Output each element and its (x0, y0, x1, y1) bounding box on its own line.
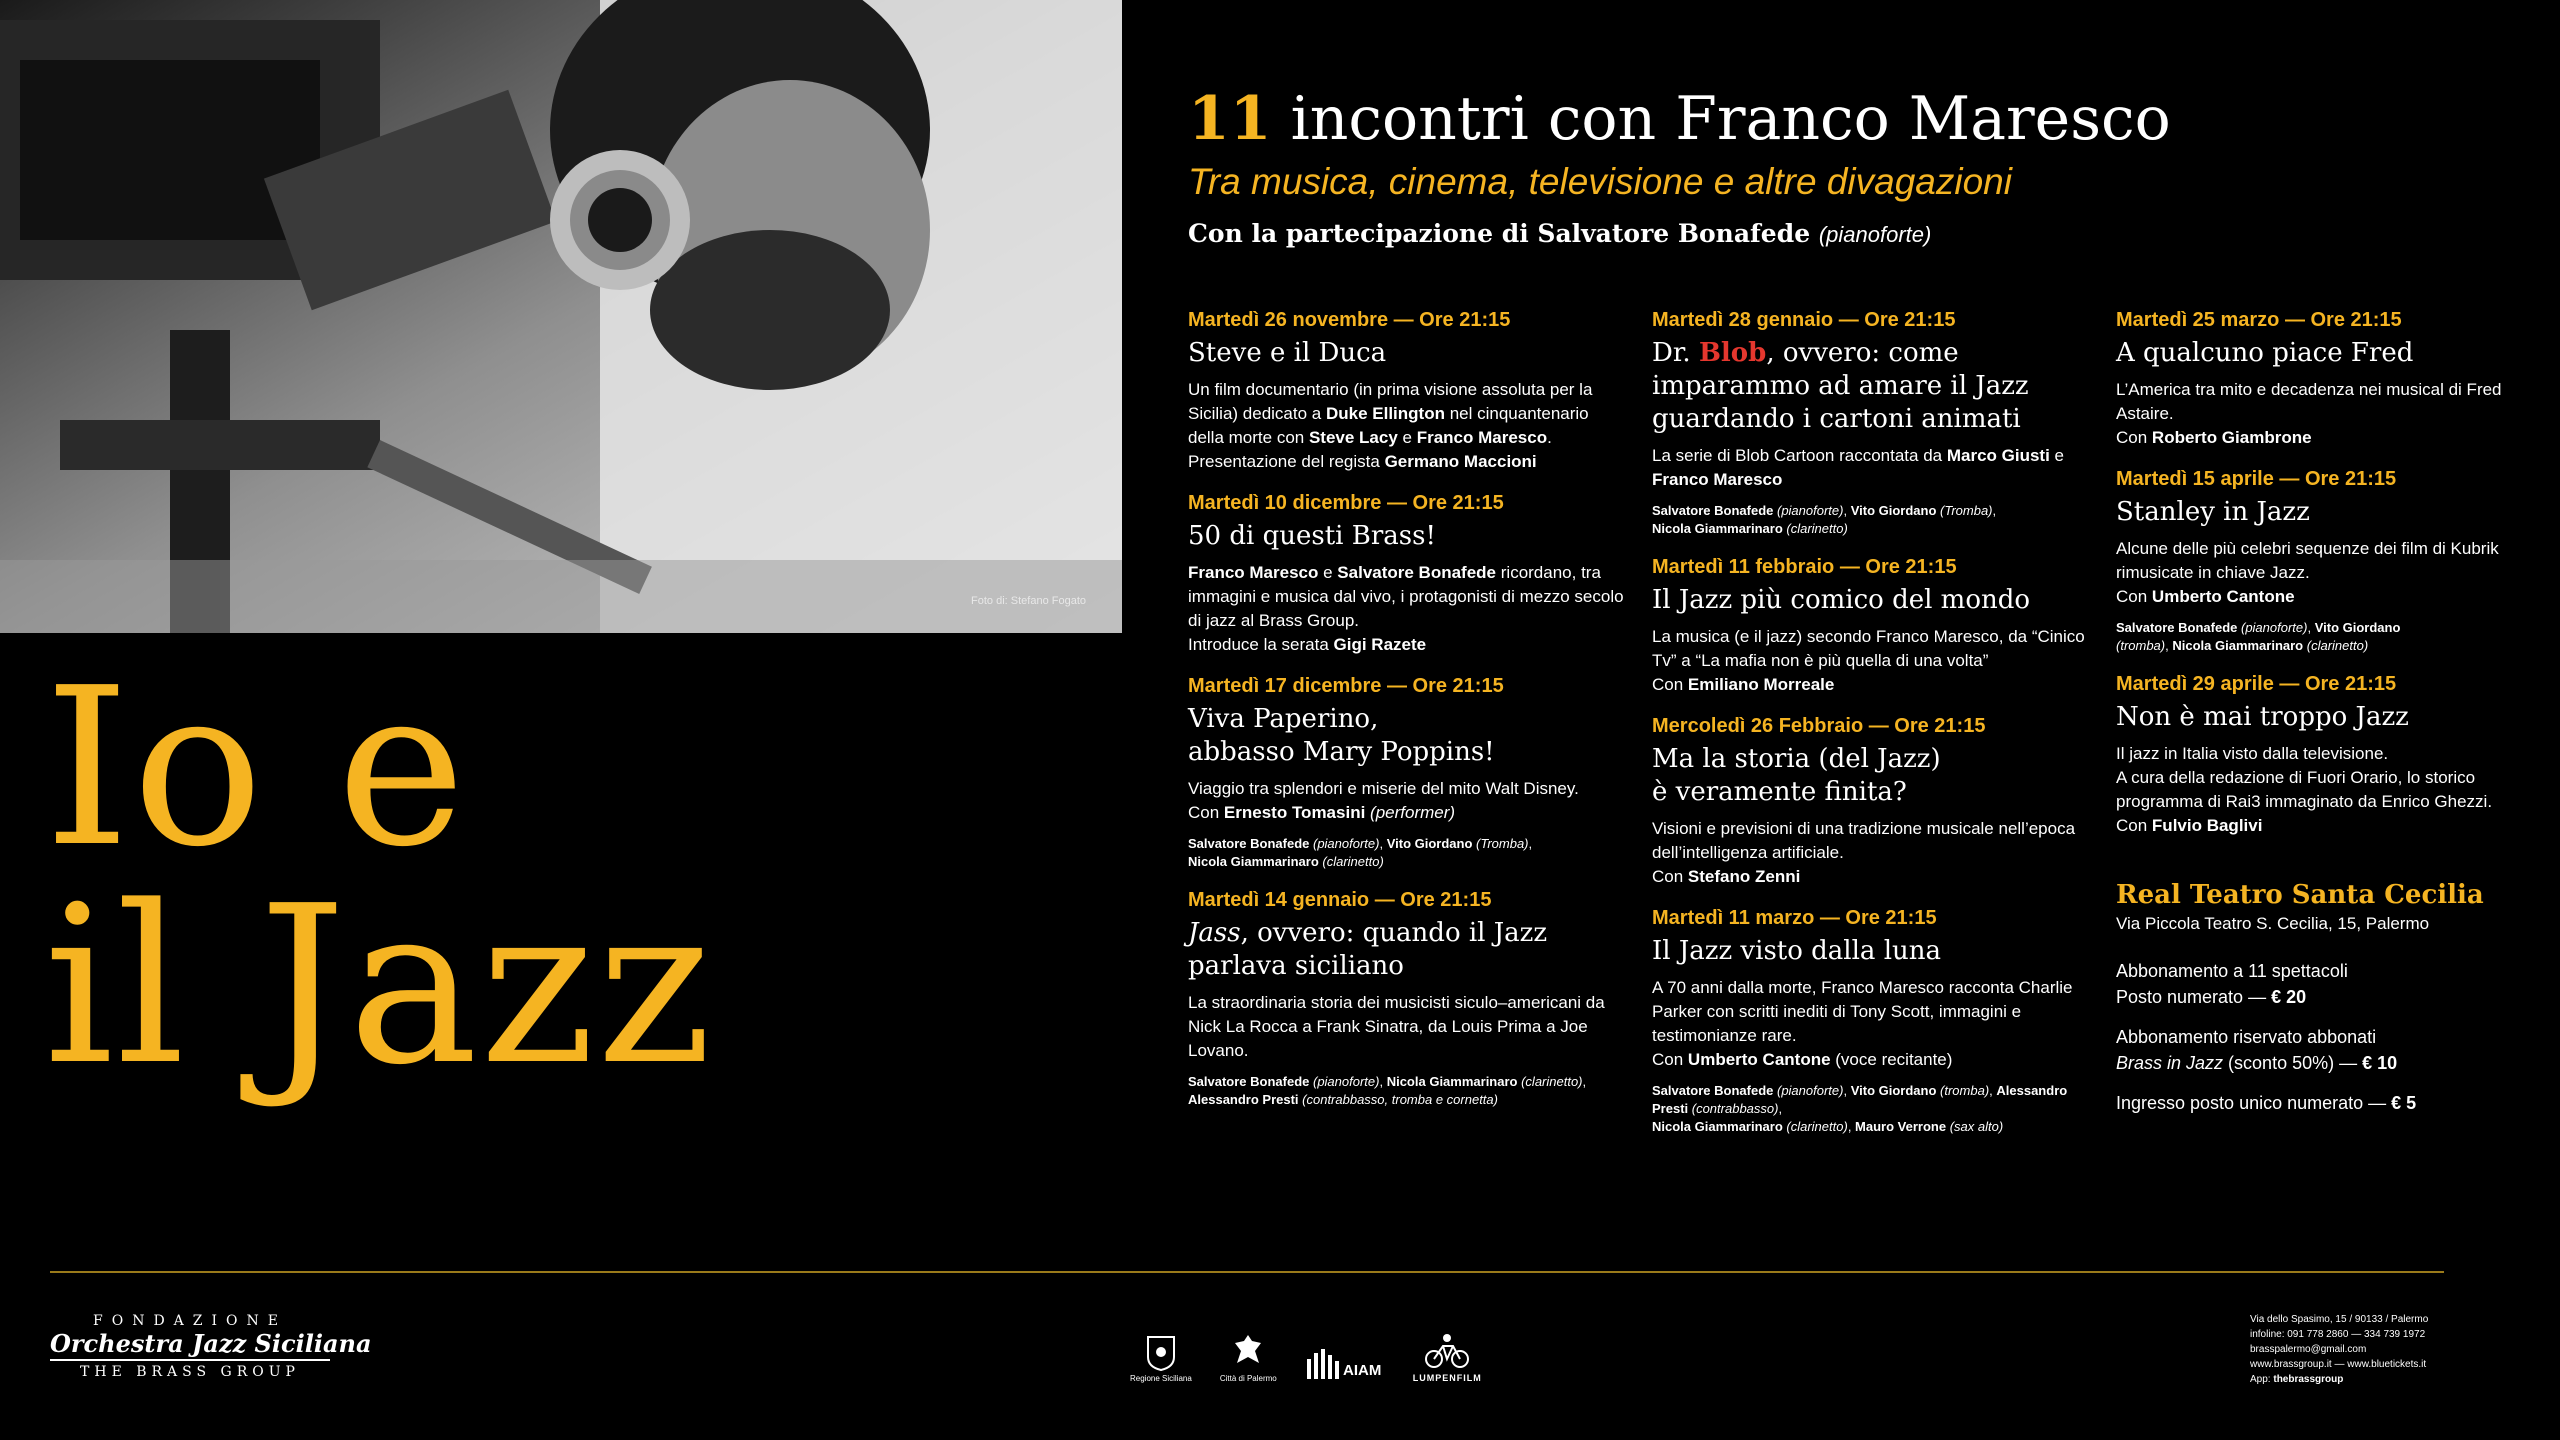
fondazione-label: FONDAZIONE (93, 1313, 287, 1329)
participation-line (1188, 216, 2171, 253)
aiam-icon (1305, 1345, 1385, 1383)
event-date: Martedì 28 gennaio — Ore 21:15 (1652, 309, 1956, 331)
price-single: Ingresso posto unico numerato — € 5 (2116, 1093, 2417, 1113)
poster-title-line1: Io e (44, 642, 468, 895)
event-cast: Salvatore Bonafede (pianoforte), Vito Giordano (Tromba), Nicola Giammarinaro (clarinetto) (1188, 836, 1533, 869)
aiam-logo (1305, 1345, 1385, 1383)
contact-app: App: thebrassgroup (2250, 1374, 2344, 1385)
events-column-1 (1188, 305, 1628, 1123)
contact-info (2250, 1312, 2428, 1387)
event-title: Il Jazz visto dalla luna (1652, 936, 1941, 966)
series-count: 11 (1188, 84, 1272, 154)
regione-siciliana-icon (1144, 1335, 1178, 1371)
event (1188, 488, 1628, 657)
venue-name: Real Teatro Santa Cecilia (2116, 880, 2484, 910)
event-description: Un film documentario (in prima visione assoluta per la Sicilia) dedicato a Duke Ellington nel cinquantenario della morte con Steve Lacy e Franco Maresco. Presentazione del regista Germano Maccioni (1188, 380, 1593, 471)
event (1652, 711, 2092, 889)
price-subscription: Abbonamento a 11 spettacoli Posto numerato — € 20 (2116, 961, 2348, 1007)
blob-word: Blob (1698, 338, 1767, 368)
orchestra-name: Orchestra Jazz Siciliana (50, 1329, 330, 1361)
event-description: Alcune delle più celebri sequenze dei film di Kubrik rimusicate in chiave Jazz. Con Umberto Cantone (2116, 539, 2499, 606)
event (2116, 305, 2556, 450)
brass-group-label: THE BRASS GROUP (80, 1364, 300, 1380)
poster-title-line2: il Jazz (44, 860, 714, 1113)
camera-operator-photo (0, 0, 1122, 633)
event-description: L’America tra mito e decadenza nei musical di Fred Astaire. Con Roberto Giambrone (2116, 380, 2502, 447)
contact-phone: infoline: 091 778 2860 — 334 739 1972 (2250, 1329, 2426, 1340)
event-description: Visioni e previsioni di una tradizione musicale nell’epoca dell’intelligenza artificiale. Con Stefano Zenni (1652, 819, 2076, 886)
hero-photo (0, 0, 1122, 633)
event-description: La serie di Blob Cartoon raccontata da Marco Giusti e Franco Maresco (1652, 446, 2064, 489)
sponsor-logos (1130, 1332, 1482, 1383)
events-column-3 (2116, 305, 2556, 1130)
event-date: Martedì 29 aprile — Ore 21:15 (2116, 673, 2397, 695)
event-cast: Salvatore Bonafede (pianoforte), Vito Giordano (tromba), Alessandro Presti (contrabbasso), Nicola Giammarinaro (clarinetto), Mauro Verrone (sax alto) (1652, 1083, 2068, 1134)
citta-di-palermo-logo: Città di Palermo (1220, 1333, 1277, 1383)
svg-text:AIAM: AIAM (1342, 1362, 1382, 1379)
event-cast: Salvatore Bonafede (pianoforte), Vito Giordano (Tromba), Nicola Giammarinaro (clarinetto) (1652, 503, 1997, 536)
contact-address: Via dello Spasimo, 15 / 90133 / Palermo (2250, 1314, 2429, 1325)
footer-divider (50, 1271, 2444, 1273)
event (1652, 552, 2092, 697)
event-title: Il Jazz più comico del mondo (1652, 585, 2031, 615)
event (1188, 305, 1628, 474)
fondazione-logo (50, 1313, 372, 1380)
photo-credit: Foto di: Stefano Fogato (971, 595, 1086, 607)
event-cast: Salvatore Bonafede (pianoforte), Vito Giordano (tromba), Nicola Giammarinaro (clarinetto) (2116, 620, 2401, 653)
event (2116, 669, 2556, 838)
event-date: Martedì 26 novembre — Ore 21:15 (1188, 309, 1511, 331)
event (1652, 305, 2092, 538)
event-title: Ma la storia (del Jazz) è veramente finita? (1652, 744, 1941, 807)
event-title: Viva Paperino, abbasso Mary Poppins! (1188, 704, 1495, 767)
eagle-icon (1233, 1333, 1263, 1371)
event (1188, 671, 1628, 871)
lumpenfilm-logo: LUMPENFILM (1413, 1332, 1482, 1383)
series-title-text: incontri con Franco Maresco (1271, 84, 2171, 154)
event-date: Martedì 10 dicembre — Ore 21:15 (1188, 492, 1504, 514)
series-subtitle: Tra musica, cinema, televisione e altre divagazioni (1188, 161, 2012, 202)
event-date: Martedì 11 febbraio — Ore 21:15 (1652, 556, 1957, 578)
event-date: Martedì 17 dicembre — Ore 21:15 (1188, 675, 1504, 697)
event-title: Non è mai troppo Jazz (2116, 702, 2409, 732)
contact-email[interactable]: brasspalermo@gmail.com (2250, 1344, 2367, 1355)
event-description: Franco Maresco e Salvatore Bonafede ricordano, tra immagini e musica dal vivo, i protagonisti di mezzo secolo di jazz al Brass Group. Introduce la serata Gigi Razete (1188, 563, 1624, 654)
event-description: Il jazz in Italia visto dalla televisione. A cura della redazione di Fuori Orario, lo storico programma di Rai3 immaginato da Enrico Ghezzi. Con Fulvio Baglivi (2116, 744, 2493, 835)
price-reserved: Abbonamento riservato abbonati Brass in Jazz (sconto 50%) — € 10 (2116, 1027, 2398, 1073)
contact-websites[interactable]: www.brassgroup.it — www.bluetickets.it (2250, 1359, 2427, 1370)
event-date: Martedì 15 aprile — Ore 21:15 (2116, 468, 2397, 490)
event-date: Martedì 25 marzo — Ore 21:15 (2116, 309, 2402, 331)
event-title: 50 di questi Brass! (1188, 521, 1436, 551)
venue-address: Via Piccola Teatro S. Cecilia, 15, Palermo (2116, 914, 2430, 933)
event-description: A 70 anni dalla morte, Franco Maresco racconta Charlie Parker con scritti inediti di Tony Scott, immagini e testimonianze rare. Con Umberto Cantone (voce recitante) (1652, 978, 2073, 1069)
event-date: Martedì 14 gennaio — Ore 21:15 (1188, 889, 1492, 911)
event-description: La musica (e il jazz) secondo Franco Maresco, da “Cinico Tv” a “La mafia non è più quella di una volta” Con Emiliano Morreale (1652, 627, 2085, 694)
participation-text: Con la partecipazione di Salvatore Bonafede (1188, 219, 1811, 248)
event-description: La straordinaria storia dei musicisti siculo–americani da Nick La Rocca a Frank Sinatra, da Louis Prima a Joe Lovano. (1188, 993, 1605, 1060)
event-description: Viaggio tra splendori e miserie del mito Walt Disney. Con Ernesto Tomasini (performer) (1188, 779, 1579, 822)
event-cast: Salvatore Bonafede (pianoforte), Nicola Giammarinaro (clarinetto), Alessandro Presti (contrabbasso, tromba e cornetta) (1188, 1074, 1587, 1107)
event-title: Jass, ovvero: quando il Jazz parlava siciliano (1188, 918, 1548, 981)
events-column-2 (1652, 305, 2092, 1150)
event (2116, 464, 2556, 655)
event-title: Steve e il Duca (1188, 338, 1387, 368)
bicycle-icon (1423, 1332, 1471, 1370)
participation-role: (pianoforte) (1818, 222, 1932, 247)
series-title (1188, 86, 2171, 152)
event-date: Mercoledì 26 Febbraio — Ore 21:15 (1652, 715, 1986, 737)
event-title: A qualcuno piace Fred (2116, 338, 2414, 368)
event-title: Stanley in Jazz (2116, 497, 2310, 527)
event-date: Martedì 11 marzo — Ore 21:15 (1652, 907, 1937, 929)
event (1188, 885, 1628, 1109)
event (1652, 903, 2092, 1136)
event-title: Dr. Blob, ovvero: come imparammo ad amare il Jazz guardando i cartoni animati (1652, 338, 2029, 434)
regione-siciliana-logo: Regione Siciliana (1130, 1335, 1192, 1383)
venue-info (2116, 878, 2556, 1116)
header (1188, 86, 2171, 253)
poster-title (44, 642, 714, 1113)
